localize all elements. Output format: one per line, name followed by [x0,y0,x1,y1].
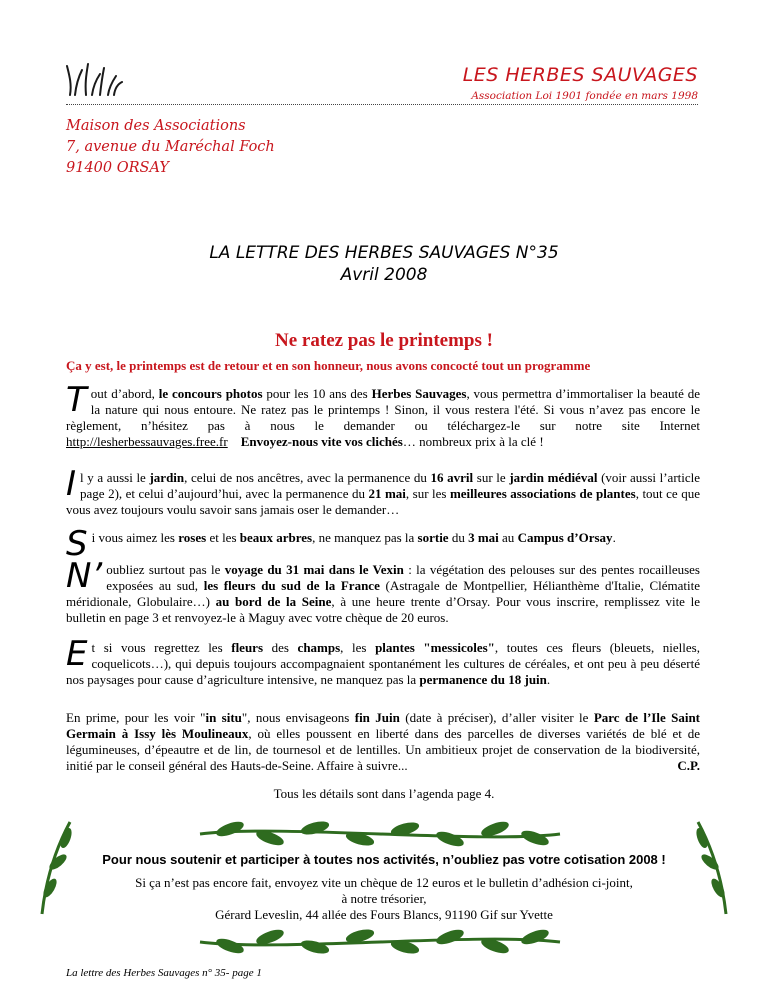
text: oubliez surtout pas le [106,562,225,577]
text: ", nous envisageons [241,710,355,725]
bold-text: Campus d’Orsay [517,530,613,545]
website-link[interactable]: http://lesherbessauvages.free.fr [66,434,228,449]
bold-text: au bord de la Seine [215,594,332,609]
text: pour les 10 ans des [262,386,372,401]
text: out d’abord, [90,386,159,401]
signature: C.P. [677,758,700,773]
agenda-note: Tous les détails sont dans l’agenda page 4. [273,786,495,801]
bold-text: jardin médiéval [509,470,598,485]
text: au [498,530,518,545]
bold-text: 21 mai [368,486,406,501]
text: (Astragale de Montpellier, Hélianthème d'Italie, Clématite méridionale, Globulaire…) [66,578,700,609]
bold-text: roses [178,530,207,545]
text: l y a aussi le [80,470,150,485]
association-name: LES HERBES SAUVAGES [462,64,698,86]
text: , vous permettra d’immortaliser la beauté de la nature qui nous entoure. Ne ratez pas le printemps ! Sinon, il vous restera l'été. Si vous n’avez pas encore le règlement, n’hésitez pas à nous le demander ou téléchargez-le sur notre site Internet [66,386,701,433]
text: i vous aimez les [91,530,179,545]
bold-text: sortie [417,530,449,545]
text: … nombreux prix à la clé ! [402,434,544,449]
text: , où elles poussent en liberté dans des parcelles de diverses variétés de blé et de légumineuses, d’épeautre et de lin, de tournesol et de lentilles. Un ambitieux projet de conservation de la biodiversité, initié par le conseil général des Hauts-de-Seine. Affaire à suivre... [66,726,700,773]
text: du [448,530,469,545]
drop-cap: I [66,464,77,504]
letter-date: Avril 2008 [340,265,428,285]
paragraph-field-flowers [66,634,700,688]
support-line: Si ça n’est pas encore fait, envoyez vite un chèque de 12 euros et le bulletin d’adhésion ci-joint, [135,875,633,890]
header-divider [66,104,698,105]
letter-title-block [0,242,768,286]
paragraph-garden [66,464,701,518]
grass-logo-icon [66,62,126,96]
bold-text: meilleures associations de plantes [449,486,636,501]
paragraph-vexin-trip [66,556,700,626]
text: . [546,672,551,687]
support-body [0,875,768,923]
text: , les [340,640,376,655]
text: (date à préciser), d’aller visiter le [399,710,594,725]
text: , à une heure trente d’Orsay. Pour vous inscrire, remplissez vite le bulletin en page 3 et renvoyez-le à Maguy avec votre chèque de 20 euros. [66,594,700,625]
bold-text: champs [297,640,341,655]
page-footer: La lettre des Herbes Sauvages n° 35- page 1 [66,967,262,979]
drop-cap: S [66,524,88,564]
paragraph-roses [66,524,700,564]
text: , sur les [405,486,450,501]
text: sur le [473,470,510,485]
address-line: Maison des Associations [66,118,246,134]
letter-title: LA LETTRE DES HERBES SAUVAGES N°35 [209,243,559,263]
bold-text: les fleurs du sud de la France [203,578,380,593]
bold-text: 16 avril [430,470,474,485]
text: t si vous regrettez les [91,640,232,655]
paragraph-photo-contest [66,380,701,450]
address-line: 91400 ORSAY [66,160,169,176]
text: (voir aussi l’article page 2), et celui d’aujourd’hui, avec la permanence du [80,470,701,501]
text: des [263,640,298,655]
association-subtitle: Association Loi 1901 fondée en mars 1998 [471,90,698,102]
bold-text: beaux arbres [239,530,313,545]
text: . [612,530,616,545]
text: En prime, pour les voir " [66,710,206,725]
text: , ne manquez pas la [312,530,418,545]
bold-text: in situ [205,710,242,725]
bold-text: le concours photos [158,386,263,401]
bold-text: permanence du 18 juin [419,672,547,687]
text: et les [206,530,240,545]
paragraph-in-situ [66,710,700,774]
intro-line: Ça y est, le printemps est de retour et en son honneur, nous avons concocté tout un programme [66,358,591,373]
drop-cap: E [66,634,88,674]
text: : la végétation des pelouses sur des pentes rocailleuses exposées au sud, [106,562,700,593]
bold-text: fin Juin [354,710,400,725]
text: , toutes ces fleurs (bleuets, nielles, coquelicots…), qui depuis toujours accompagnaient spontanément les cultures de céréales, et ont peu à peu déserté nos paysages pour cause d’agriculture intensive, ne manquez pas la [66,640,700,687]
bold-text: plantes "messicoles" [375,640,495,655]
leaf-vine-icon [190,820,570,848]
bold-text: fleurs [231,640,264,655]
bold-text: Envoyez-nous vite vos clichés [240,434,403,449]
leaf-vine-icon [190,928,570,956]
bold-text: jardin [149,470,185,485]
address-block [66,116,275,179]
bold-text: Parc de l’Ile Saint Germain à Issy lès Moulineaux [66,710,701,741]
drop-cap: T [66,380,87,420]
headline: Ne ratez pas le printemps ! [275,330,493,351]
text: , tout ce que vous avez toujours voulu savoir sans jamais oser le demander… [66,486,700,517]
bold-text: 3 mai [468,530,499,545]
support-line: Gérard Leveslin, 44 allée des Fours Blancs, 91190 Gif sur Yvette [215,907,553,922]
support-line: à notre trésorier, [341,891,427,906]
bold-text: voyage du 31 mai dans le Vexin [224,562,404,577]
drop-cap: N’ [66,556,103,596]
support-title: Pour nous soutenir et participer à toutes nos activités, n’oubliez pas votre cotisation 2008 ! [102,852,666,867]
bold-text: Herbes Sauvages [371,386,467,401]
text: , celui de nos ancêtres, avec la permanence du [184,470,431,485]
address-line: 7, avenue du Maréchal Foch [66,139,275,155]
